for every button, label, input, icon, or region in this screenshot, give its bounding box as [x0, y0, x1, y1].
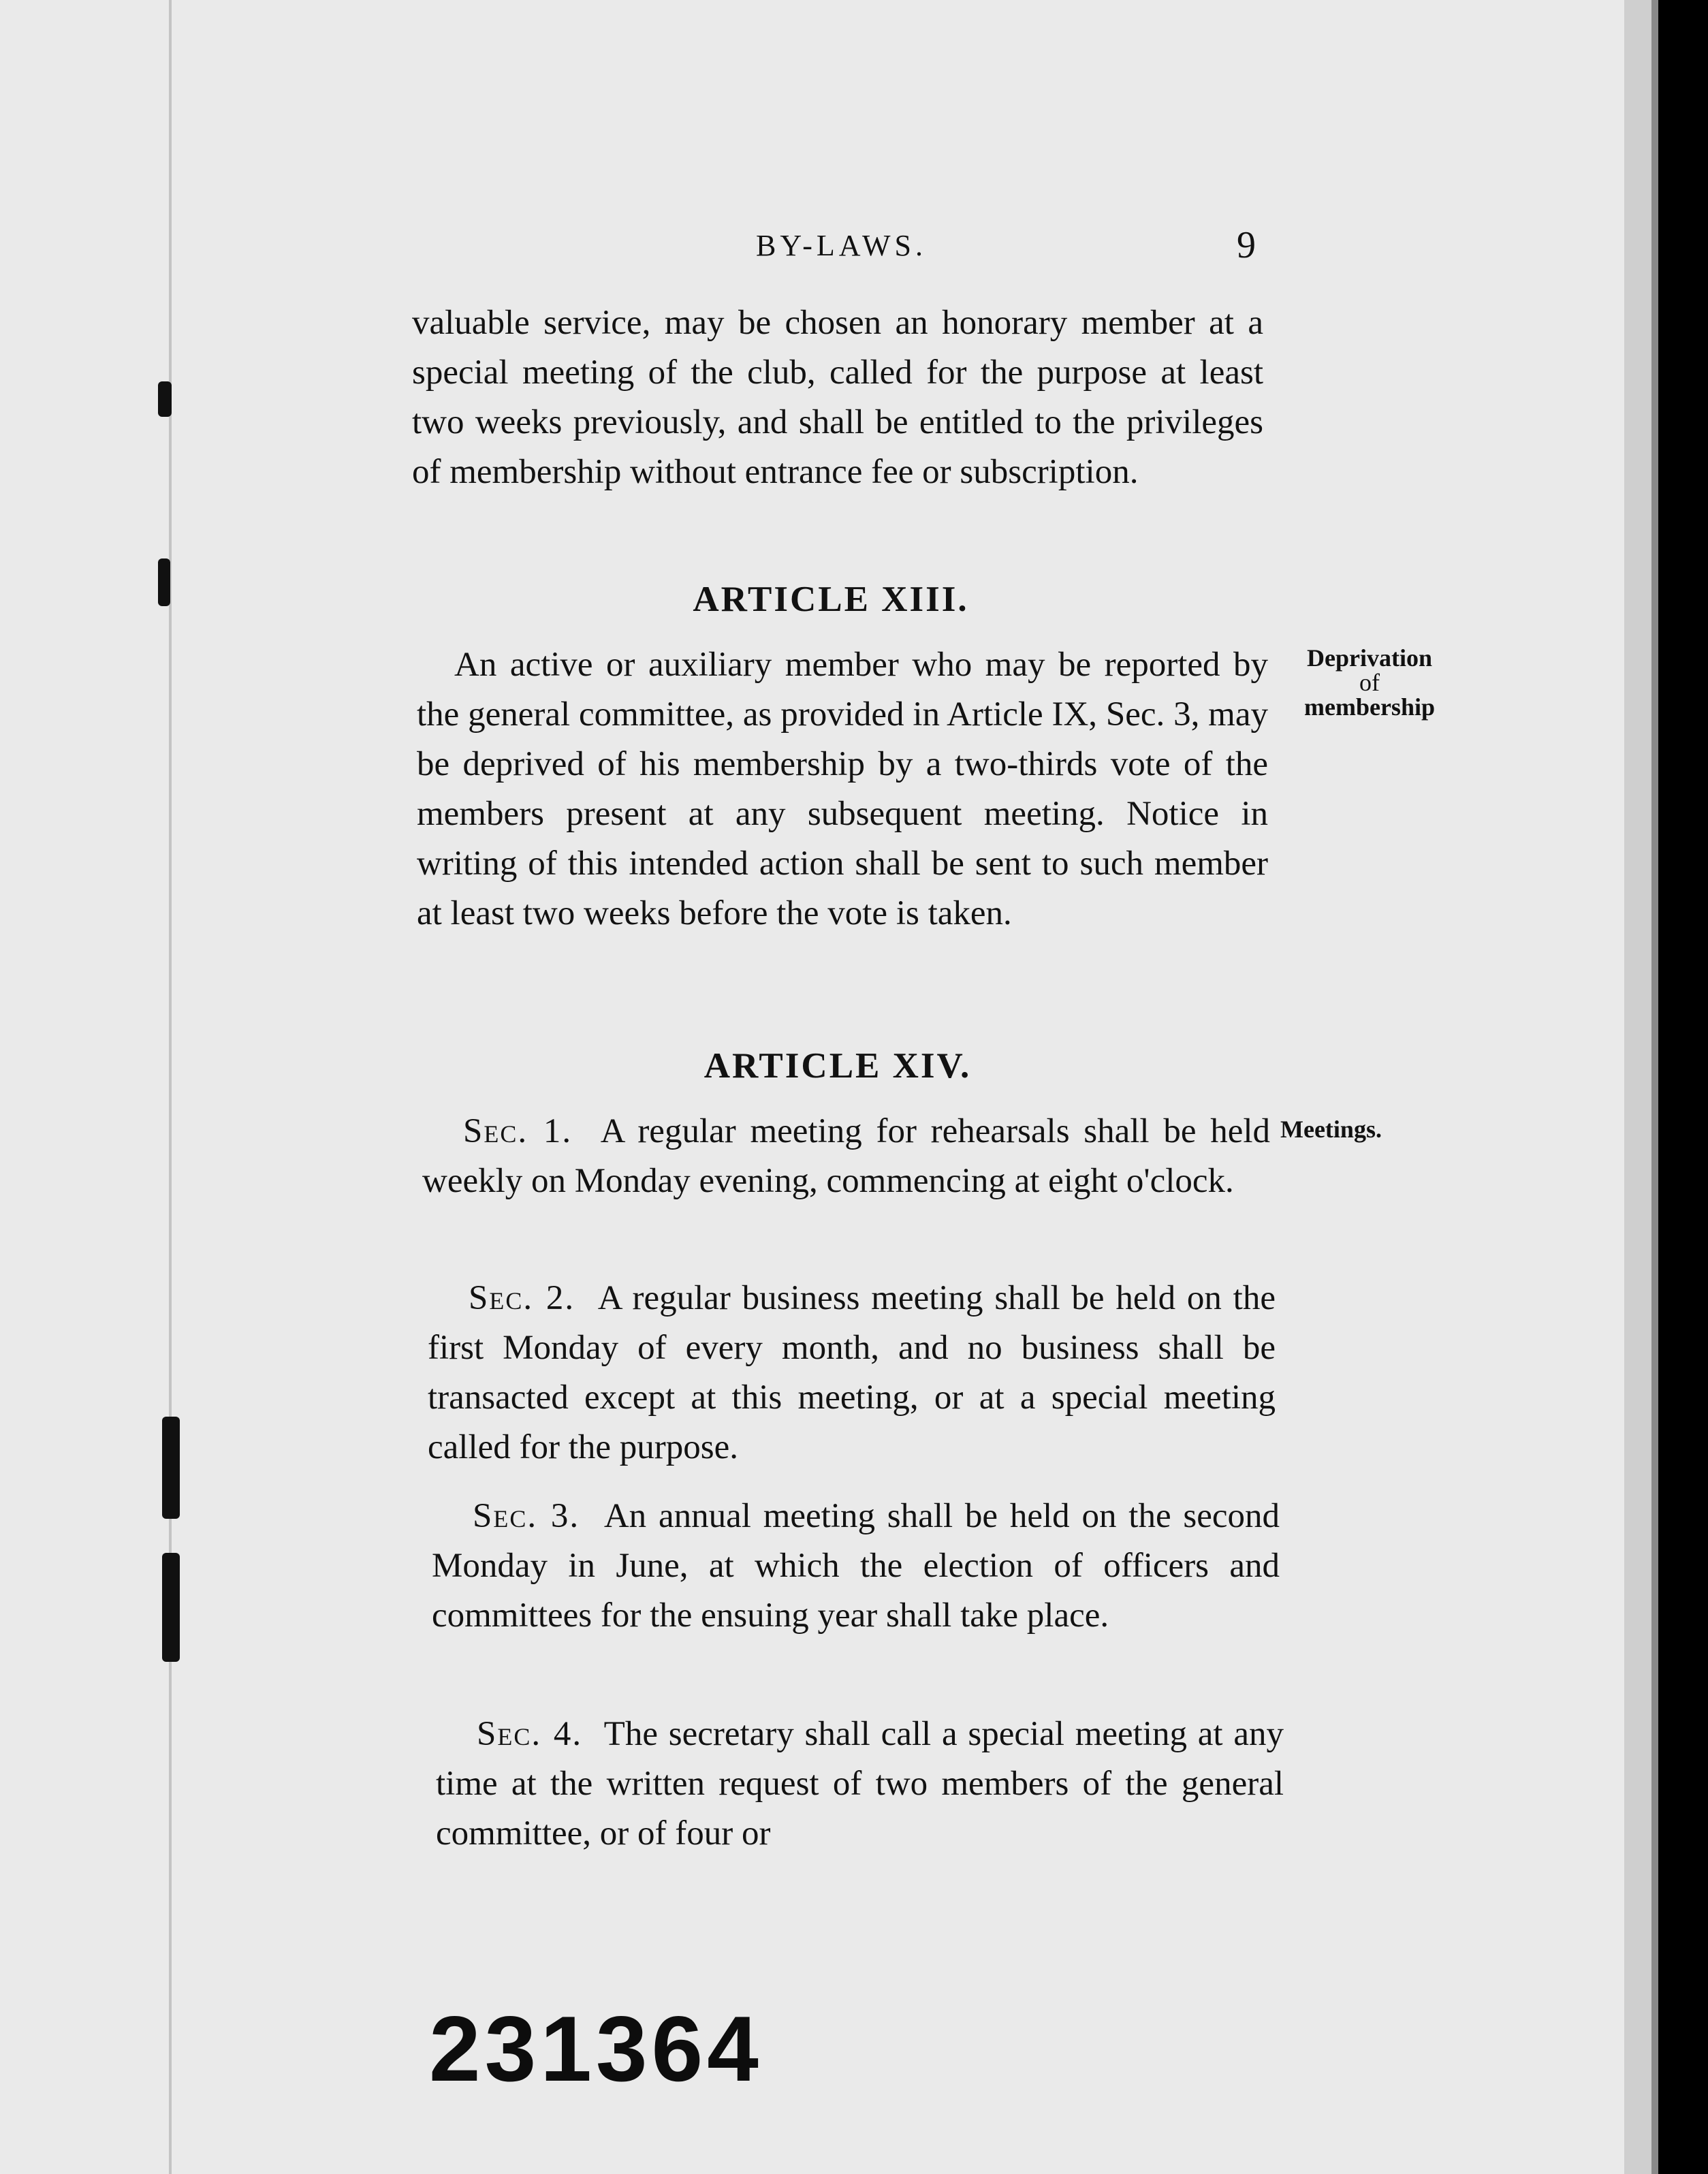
section-3 [432, 1492, 1280, 1641]
section-4-label: Sec. 4. [477, 1715, 583, 1753]
binding-mark-3 [162, 1417, 180, 1519]
margin-note-line-1: Deprivation [1307, 644, 1432, 672]
article-xiv-heading: ARTICLE XIV. [703, 1046, 972, 1086]
page-edge [1624, 0, 1651, 2174]
section-3-label: Sec. 3. [473, 1497, 580, 1535]
section-2-text: A regular business meeting shall be held on the first Monday of every month, and no business shall be transacted except at this meeting, or at a special meeting called for the purpose. [428, 1279, 1276, 1466]
section-2-label: Sec. 2. [469, 1279, 575, 1317]
section-1-text: A regular meeting for rehearsals shall be held weekly on Monday evening, commencing at eight o'clock. [422, 1112, 1271, 1200]
article-xiii-body: An active or auxiliary member who may be reported by the general committee, as provided in Article IX, Sec. 3, may be deprived of his membership by a two-thirds vote of the members present at any subsequent meeting. Notice in writing of this intended action shall be sent to such member at least two weeks before the vote is taken. [417, 646, 1268, 932]
section-4-text: The secretary shall call a special meeting at any time at the written request of two members of the general committee, or of four or [436, 1715, 1284, 1853]
margin-note-meetings: Meetings. [1280, 1116, 1382, 1143]
margin-note-deprivation [1278, 646, 1461, 719]
section-3-text: An annual meeting shall be held on the second Monday in June, at which the election of officers and committees for the ensuing year shall take place. [432, 1497, 1280, 1635]
article-xiii-heading: ARTICLE XIII. [693, 580, 969, 619]
binding-mark-4 [162, 1553, 180, 1662]
binding-mark-1 [158, 381, 172, 417]
margin-note-line-3: membership [1304, 693, 1435, 721]
intro-paragraph: valuable service, may be chosen an honorary member at a special meeting of the club, called for the purpose at least two weeks previously, and shall be entitled to the privileges of membership without entrance fee or subscription. [412, 304, 1263, 491]
page-edge-shadow [1651, 0, 1658, 2174]
section-1-label: Sec. 1. [463, 1112, 573, 1150]
binding-mark-2 [158, 558, 170, 606]
running-title: BY-LAWS. [756, 229, 928, 262]
page-number: 9 [1237, 224, 1256, 266]
section-1 [422, 1107, 1270, 1206]
page-spine-line [169, 0, 172, 2174]
stamp-number: 231364 [429, 1997, 763, 2100]
section-4 [436, 1710, 1284, 1859]
section-2 [428, 1274, 1276, 1472]
margin-note-line-2: of [1359, 669, 1380, 696]
